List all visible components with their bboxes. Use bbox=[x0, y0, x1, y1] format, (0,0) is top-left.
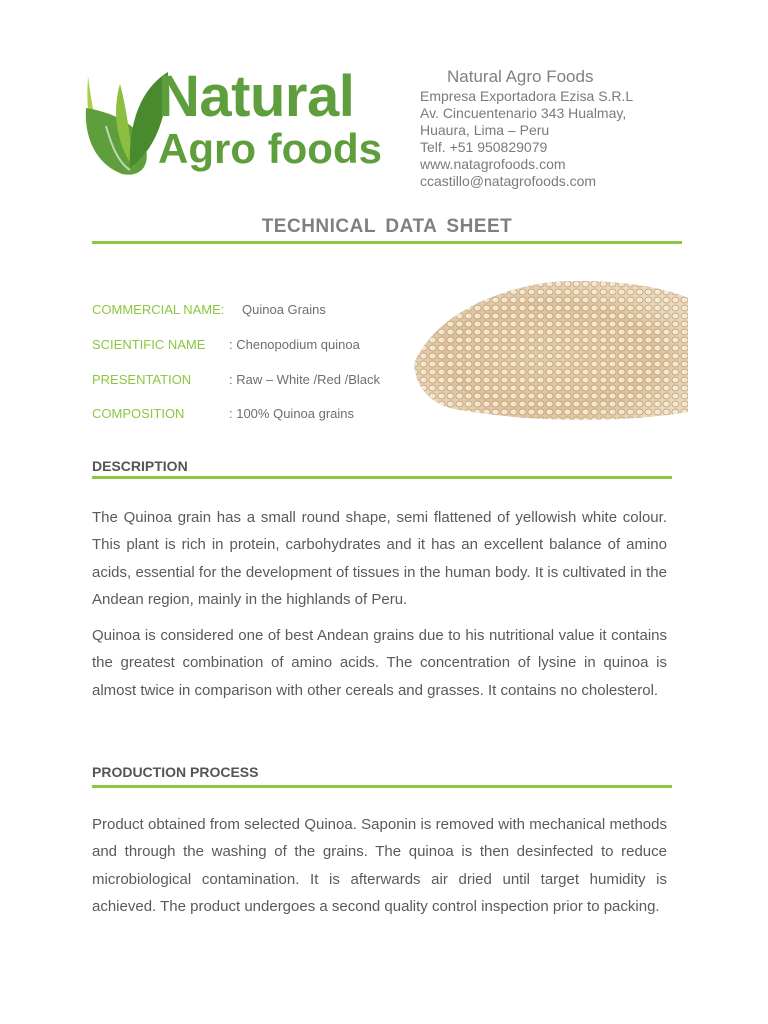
field-composition bbox=[92, 406, 355, 421]
description-paragraph-1: The Quinoa grain has a small round shape, semi flattened of yellowish white colour. This plant is rich in protein, carbohydrates and it has an excellent balance of amino acids, essential for the development of tissues in the human body. It is cultivated in the Andean region, mainly in the highlands of Peru. bbox=[92, 509, 667, 608]
field-label: SCIENTIFIC NAME bbox=[92, 337, 206, 352]
production-rule bbox=[92, 785, 672, 788]
company-address-line1: Av. Cincuentenario 343 Hualmay, bbox=[420, 105, 627, 121]
field-value: : 100% Quinoa grains bbox=[229, 406, 355, 421]
description-rule bbox=[92, 476, 672, 479]
field-label: PRESENTATION bbox=[92, 372, 192, 387]
company-legal-name: Empresa Exportadora Ezisa S.R.L bbox=[420, 88, 634, 104]
field-value: : Chenopodium quinoa bbox=[229, 337, 360, 352]
logo-word-agro-foods: Agro foods bbox=[158, 125, 382, 172]
logo-word-natural: Natural bbox=[158, 64, 355, 129]
company-email: ccastillo@natagrofoods.com bbox=[420, 173, 597, 189]
description-paragraph-2: Quinoa is considered one of best Andean grains due to his nutritional value it contains the greatest combination of amino acids. The concentration of lysine in quinoa is almost twice in comparison with other cereals and grasses. It contains no cholesterol. bbox=[92, 627, 667, 699]
company-website: www.natagrofoods.com bbox=[420, 156, 566, 172]
company-phone: Telf. +51 950829079 bbox=[420, 139, 548, 155]
company-address-line2: Huaura, Lima – Peru bbox=[420, 122, 550, 138]
company-info bbox=[420, 68, 720, 190]
description-body bbox=[92, 504, 667, 704]
company-name: Natural Agro Foods bbox=[447, 67, 594, 86]
field-presentation bbox=[92, 372, 380, 387]
field-value: : Raw – White /Red /Black bbox=[229, 372, 380, 387]
field-value: Quinoa Grains bbox=[242, 302, 326, 317]
field-label: COMMERCIAL NAME: bbox=[92, 302, 225, 317]
field-commercial-name bbox=[92, 302, 326, 317]
sheet-title: TECHNICAL DATA SHEET bbox=[261, 216, 513, 237]
field-scientific-name bbox=[92, 337, 360, 352]
field-label: COMPOSITION bbox=[92, 406, 185, 421]
company-logo bbox=[82, 66, 412, 186]
title-rule bbox=[92, 241, 682, 244]
production-heading: PRODUCTION PROCESS bbox=[92, 764, 259, 780]
production-body bbox=[92, 811, 667, 920]
production-paragraph-1: Product obtained from selected Quinoa. Saponin is removed with mechanical methods and through the washing of the grains. The quinoa is then desinfected to reduce microbiological contamination. It is afterwards air dried until target humidity is achieved. The product undergoes a second quality control inspection prior to packing. bbox=[92, 816, 667, 915]
quinoa-grains-image bbox=[410, 272, 688, 424]
description-heading: DESCRIPTION bbox=[92, 458, 188, 474]
